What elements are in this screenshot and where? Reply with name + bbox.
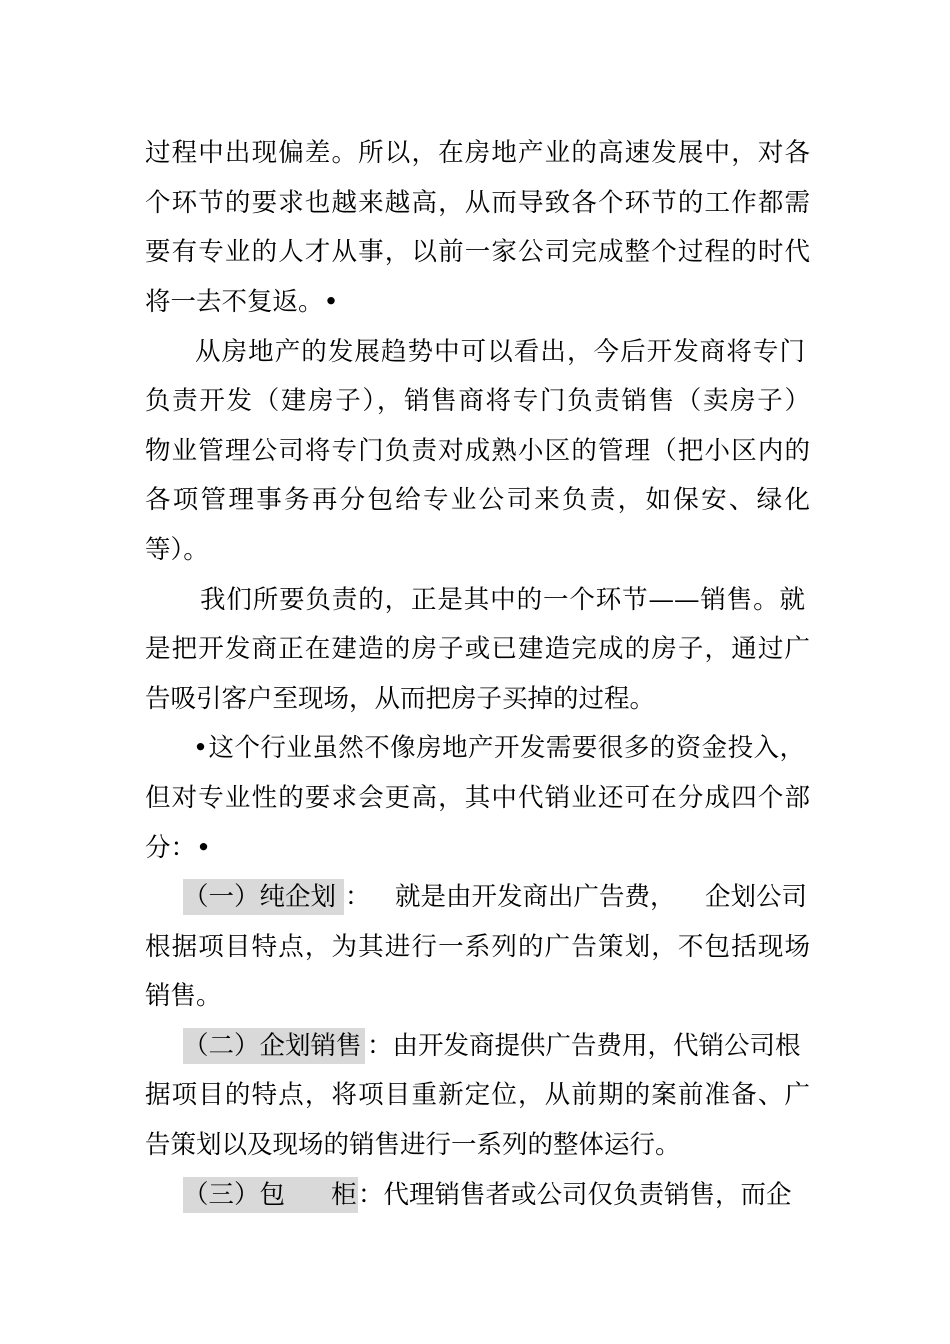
paragraph-line: 是把开发商正在建造的房子或已建造完成的房子，通过广 [145,634,810,664]
paragraph-line: 负责开发（建房子），销售商将专门负责销售（卖房子） [145,386,810,416]
item-text: 就是由开发商出广告费， [395,882,676,912]
paragraph-line: 各项管理事务再分包给专业公司来负责，如保安、绿化 [145,485,810,515]
paragraph-line: 等）。 [145,535,209,565]
paragraph-line: 分：• [145,833,212,863]
paragraph-line: •这个行业虽然不像房地产开发需要很多的资金投入， [193,733,805,763]
item-label-highlight: （二）企划销售 [183,1028,365,1064]
paragraph-line: 据项目的特点，将项目重新定位，从前期的案前准备、广 [145,1080,810,1110]
list-item-heading [145,1028,810,1064]
paragraph-line: 将一去不复返。• [145,287,339,317]
paragraph-line: 销售。 [145,981,222,1011]
item-colon: ： [345,882,371,912]
paragraph-line: 从房地产的发展趋势中可以看出，今后开发商将专门 [195,337,805,367]
item-text: ：代理销售者或公司仅负责销售，而企 [358,1180,792,1210]
paragraph-line: 我们所要负责的，正是其中的一个环节——销售。就 [200,585,805,615]
paragraph-line: 告策划以及现场的销售进行一系列的整体运行。 [145,1130,681,1160]
paragraph-line: 要有专业的人才从事，以前一家公司完成整个过程的时代 [145,237,810,267]
paragraph-line: 个环节的要求也越来越高，从而导致各个环节的工作都需 [145,188,810,218]
item-label: 柜 [331,1180,357,1210]
item-label-highlight: （一）纯企划 [183,879,344,915]
paragraph-line: 过程中出现偏差。所以，在房地产业的高速发展中，对各 [145,138,810,168]
paragraph-line: 根据项目特点，为其进行一系列的广告策划，不包括现场 [145,932,810,962]
paragraph-line: 物业管理公司将专门负责对成熟小区的管理（把小区内的 [145,436,810,466]
item-text: ：由开发商提供广告费用，代销公司根 [367,1031,801,1061]
item-label: （三）包 [183,1180,286,1210]
paragraph-line: 告吸引客户至现场，从而把房子买掉的过程。 [145,684,656,714]
list-item-heading [145,1177,810,1213]
item-text: 企划公司 [705,882,808,912]
paragraph-line: 但对专业性的要求会更高，其中代销业还可在分成四个部 [145,783,810,813]
list-item-heading [145,879,810,915]
